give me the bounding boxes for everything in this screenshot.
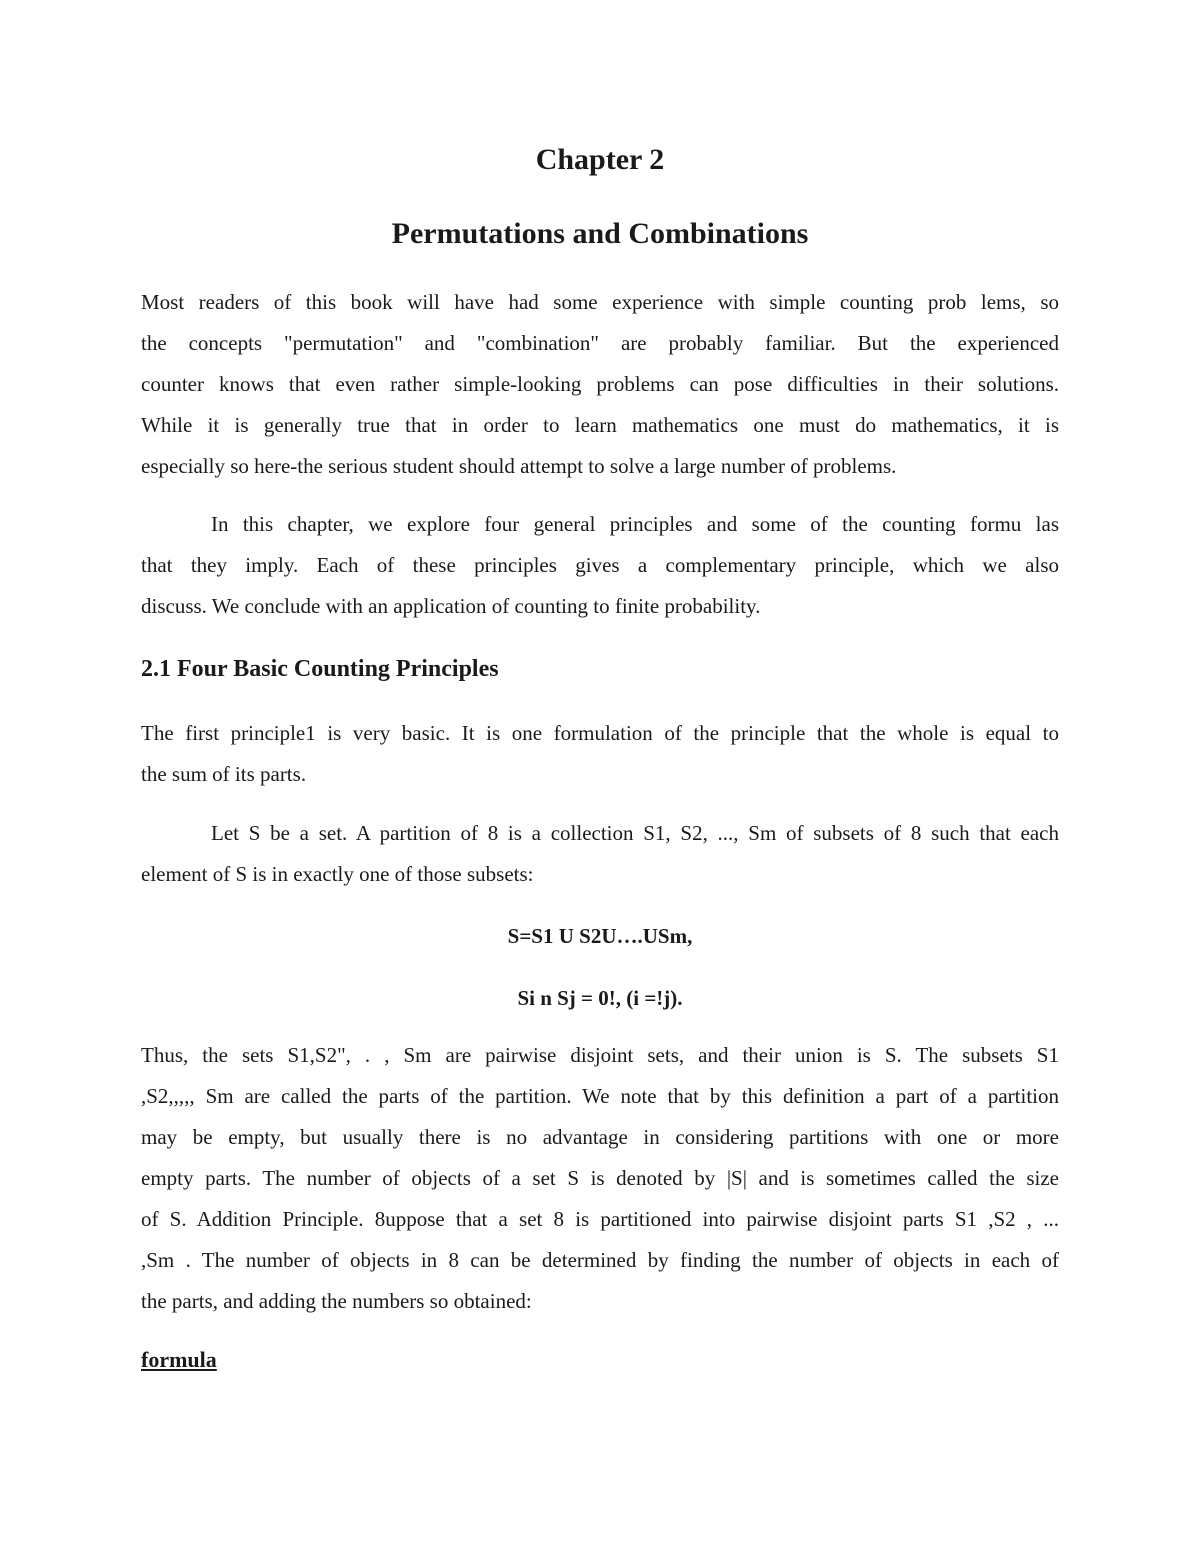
first-principle-paragraph	[141, 713, 1059, 795]
intro-line: especially so here-the serious student should attempt to solve a large number of problems.	[141, 454, 897, 478]
first-principle-line: the sum of its parts.	[141, 762, 307, 786]
partition-line: element of S is in exactly one of those subsets:	[141, 862, 534, 886]
intersection-formula: Si n Sj = 0!, (i =!j).	[517, 986, 683, 1010]
formula-label: formula	[141, 1347, 217, 1372]
section-heading: 2.1 Four Basic Counting Principles	[141, 656, 499, 682]
intro-line: the concepts "permutation" and "combination" are probably familiar. But the experienced	[141, 331, 1059, 355]
partition-paragraph	[141, 813, 1059, 895]
partition-line: Let S be a set. A partition of 8 is a collection S1, S2, ..., Sm of subsets of 8 such that each	[211, 821, 1059, 845]
addition-line: may be empty, but usually there is no advantage in considering partitions with one or more	[141, 1125, 1059, 1149]
addition-line: the parts, and adding the numbers so obtained:	[141, 1289, 532, 1313]
addition-line: of S. Addition Principle. 8uppose that a set 8 is partitioned into pairwise disjoint parts S1 ,S2 , ...	[141, 1207, 1059, 1231]
intro-line: While it is generally true that in order to learn mathematics one must do mathematics, it is	[141, 413, 1059, 437]
addition-principle-paragraph	[141, 1035, 1059, 1322]
addition-line: ,S2,,,,, Sm are called the parts of the partition. We note that by this definition a part of a partition	[141, 1084, 1059, 1108]
addition-line: ,Sm . The number of objects in 8 can be determined by finding the number of objects in each of	[141, 1248, 1059, 1272]
addition-line: empty parts. The number of objects of a set S is denoted by |S| and is sometimes called the size	[141, 1166, 1059, 1190]
union-formula: S=S1 U S2U….USm,	[507, 924, 693, 948]
intro-paragraph	[141, 282, 1059, 487]
first-principle-line: The first principle1 is very basic. It is one formulation of the principle that the whole is equal to	[141, 721, 1059, 745]
overview-line: discuss. We conclude with an application of counting to finite probability.	[141, 594, 761, 618]
chapter-number: Chapter 2	[535, 143, 665, 176]
overview-line: that they imply. Each of these principles gives a complementary principle, which we also	[141, 553, 1059, 577]
overview-paragraph	[141, 504, 1059, 627]
overview-line: In this chapter, we explore four general principles and some of the counting formu las	[211, 512, 1059, 536]
chapter-title: Permutations and Combinations	[391, 217, 809, 250]
intro-line: Most readers of this book will have had some experience with simple counting prob lems, so	[141, 290, 1059, 314]
intro-line: counter knows that even rather simple-looking problems can pose difficulties in their solutions.	[141, 372, 1059, 396]
addition-line: Thus, the sets S1,S2", . , Sm are pairwise disjoint sets, and their union is S. The subsets S1	[141, 1043, 1059, 1067]
